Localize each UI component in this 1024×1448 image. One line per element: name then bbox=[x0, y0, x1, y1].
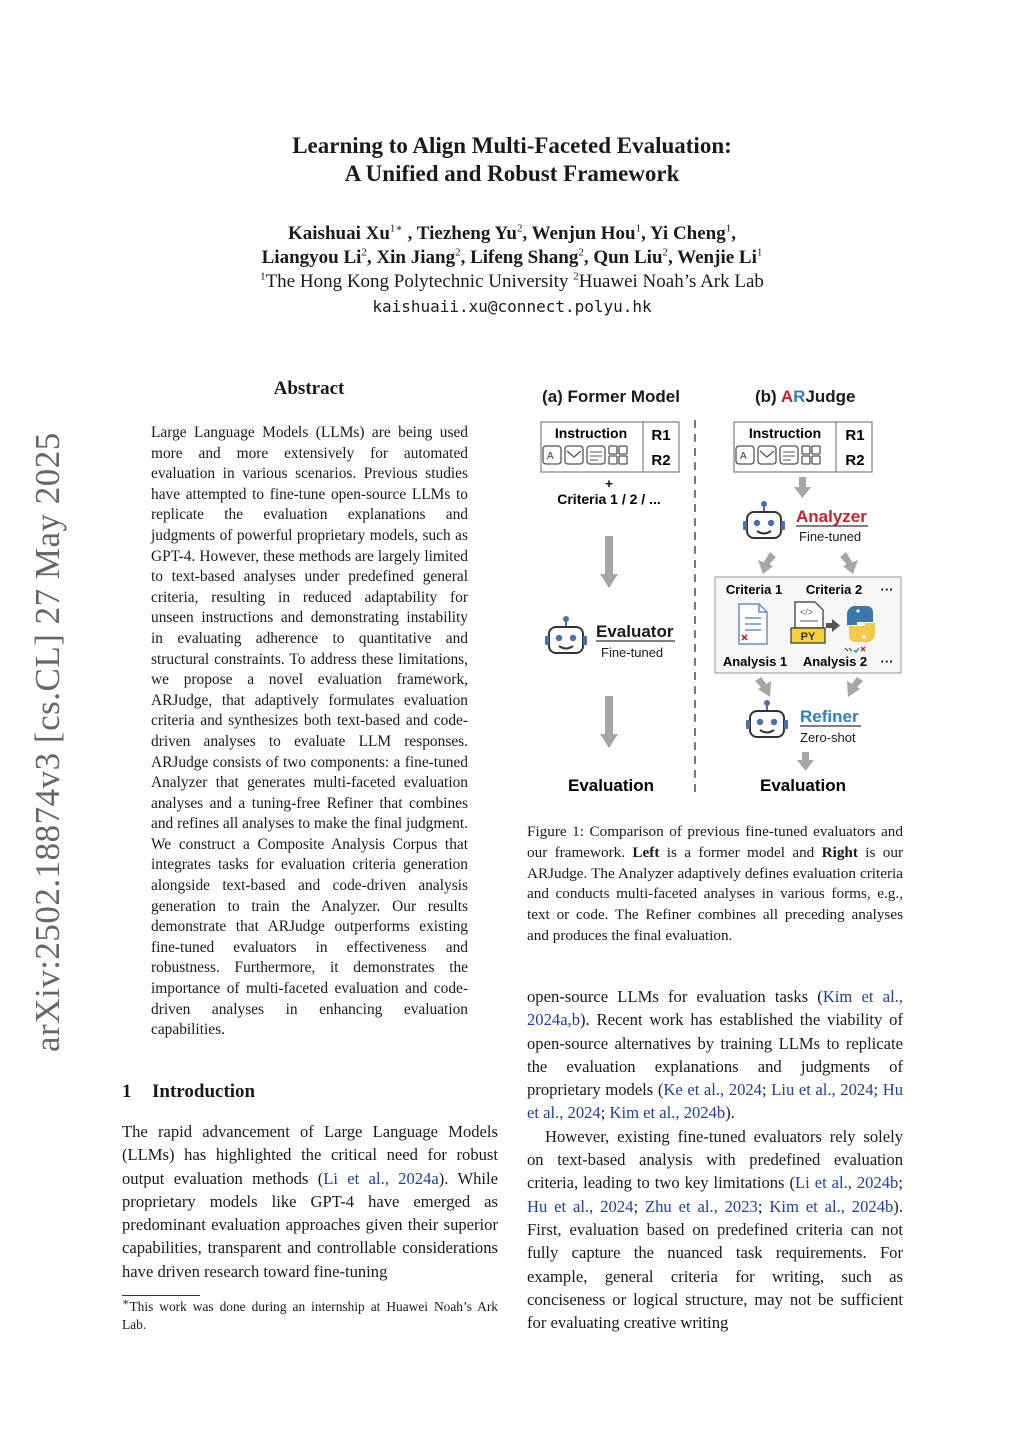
analysis-1-label: Analysis 1 bbox=[722, 654, 788, 669]
criteria-list: Criteria 1 / 2 / ... bbox=[557, 491, 661, 507]
response-1-label: R1 bbox=[845, 427, 865, 444]
author-sup: 1 bbox=[635, 222, 642, 235]
body-text: ; bbox=[873, 1080, 883, 1100]
document-icon bbox=[739, 604, 767, 644]
refiner-label: Refiner bbox=[800, 707, 859, 726]
affil-sup: 1 bbox=[260, 270, 266, 283]
title-line-1: Learning to Align Multi-Faceted Evaluation: bbox=[292, 133, 732, 158]
caption-text: Figure 1: Comparison of previous fine-tuned evaluators and our framework. bbox=[527, 823, 903, 861]
arrow-diagonal-icon bbox=[847, 677, 863, 697]
citation-link[interactable]: Kim et al., 2024b bbox=[769, 1196, 894, 1216]
abstract-text: Large Language Models (LLMs) are being used more and more extensively for automated evaluation in various scenarios. Previous studies have attempted to fine-tune open-source LLMs to replicate the evaluation explanations and judgments of powerful proprietary models, such as GPT-4. However, these methods are largely limited to text-based analyses under predefined general criteria, resulting in reduced adaptability for unseen instructions and demonstrating instability in evaluating adherence to quantitative and structural constraints. To address these limitations, we propose a novel evaluation framework, ARJudge, that adaptively formulates evaluation criteria and synthesizes both text-based and code-driven analyses to evaluate LLM responses. ARJudge consists of two components: a fine-tuned Analyzer that generates multi-faceted evaluation analyses and a tuning-free Refiner that combines and refines all analyses to make the final judgment. We construct a Composite Analysis Corpus that integrates tasks for evaluation criteria generation alongside text-based and code-driven analysis generation to train the Analyzer. Our results demonstrate that ARJudge outperforms existing fine-tuned evaluators in effectiveness and robustness. Furthermore, it demonstrates the importance of multi-faceted evaluation and code-driven analyses in enhancing evaluation capabilities. bbox=[151, 424, 468, 1039]
affiliation-2: Huawei Noah’s Ark Lab bbox=[578, 271, 764, 292]
abstract-body bbox=[151, 423, 468, 1041]
intro-paragraph bbox=[122, 1120, 498, 1283]
evaluation-label-b: Evaluation bbox=[760, 776, 846, 795]
criteria-1-label: Criteria 1 bbox=[725, 582, 783, 597]
author-sup: 1 bbox=[756, 246, 763, 259]
author-name: , bbox=[731, 223, 736, 244]
arrow-diagonal-icon bbox=[840, 552, 858, 574]
citation-link[interactable]: Hu et al., 2024 bbox=[527, 1080, 903, 1123]
title-line-2: A Unified and Robust Framework bbox=[344, 161, 680, 186]
citation-link[interactable]: Zhu et al., 2023 bbox=[644, 1196, 758, 1216]
affiliation-1: The Hong Kong Polytechnic University bbox=[265, 271, 574, 292]
author-sup: 1 bbox=[725, 222, 732, 235]
author-list bbox=[0, 222, 1024, 270]
paragraph bbox=[527, 985, 903, 1125]
author-sup: 2 bbox=[662, 246, 669, 259]
citation-link[interactable]: Li et al., 2024b bbox=[795, 1173, 899, 1193]
citation-link[interactable]: Ke et al., 2024 bbox=[663, 1080, 762, 1100]
citation-link[interactable]: Liu et al., 2024 bbox=[771, 1080, 874, 1100]
author-name: , Lifeng Shang bbox=[460, 247, 579, 268]
body-text: ; bbox=[757, 1196, 770, 1216]
intro-text: The rapid advancement of Large Language Models (LLMs) has highlighted the critical need for robust output evaluation methods ( bbox=[122, 1122, 498, 1188]
arrow-down-icon bbox=[797, 752, 814, 771]
caption-right: Right bbox=[821, 843, 858, 861]
author-email[interactable]: kaishuaii.xu@connect.polyu.hk bbox=[372, 297, 652, 316]
panel-a-title: (a) Former Model bbox=[542, 387, 680, 406]
refiner-zero-shot: Zero-shot bbox=[800, 730, 856, 745]
robot-evaluator-icon bbox=[545, 616, 587, 653]
caption-text: is a former model and bbox=[659, 843, 822, 861]
author-name: , Xin Jiang bbox=[366, 247, 456, 268]
body-text: ; bbox=[898, 1173, 903, 1193]
affil-sup: 2 bbox=[573, 270, 579, 283]
svg-text:</>: </> bbox=[800, 607, 814, 617]
panel-b-input-box bbox=[734, 422, 872, 472]
py-label: PY bbox=[800, 631, 816, 643]
abstract-heading: Abstract bbox=[273, 378, 345, 399]
author-sup: 1∗ bbox=[389, 222, 403, 235]
right-column-text bbox=[527, 985, 903, 1334]
citation-link[interactable]: Kim et al., 2024a,b bbox=[527, 987, 904, 1030]
arxiv-identifier: arXiv:2502.18874v3 [cs.CL] 27 May 2025 bbox=[28, 432, 67, 1052]
criteria-more: ··· bbox=[880, 582, 894, 597]
body-text: ; bbox=[761, 1080, 772, 1100]
author-sup: 2 bbox=[578, 246, 584, 259]
author-name: , Wenjie Li bbox=[668, 247, 757, 268]
arrow-diagonal-icon bbox=[755, 677, 771, 697]
footnote-rule bbox=[122, 1295, 200, 1296]
author-line-2 bbox=[0, 246, 1024, 270]
section-title: Introduction bbox=[152, 1081, 256, 1102]
caption-left: Left bbox=[632, 843, 660, 861]
footnote bbox=[122, 1298, 498, 1334]
body-text: open-source LLMs for evaluation tasks ( bbox=[527, 987, 823, 1006]
citation-link[interactable]: Kim et al., 2024b bbox=[609, 1103, 726, 1123]
citation-link[interactable]: Li et al., 2024a bbox=[323, 1168, 439, 1188]
panel-b-R: R bbox=[793, 387, 806, 406]
analysis-2-label: Analysis 2 bbox=[802, 654, 868, 669]
body-text: ). First, evaluation based on predefined criteria can not fully capture the nuanced task requirements. For example, general criteria for writing, such as conciseness or logical structure, may not be sufficient for evaluating creative writing bbox=[527, 1196, 903, 1333]
author-name: , Yi Cheng bbox=[641, 223, 726, 244]
response-2-label: R2 bbox=[845, 452, 865, 469]
footnote-text: This work was done during an internship at Huawei Noah’s Ark Lab. bbox=[122, 1299, 498, 1332]
response-2-label: R2 bbox=[651, 452, 671, 469]
evaluator-label: Evaluator bbox=[596, 622, 674, 641]
body-text: ). Recent work has established the viability of open-source alternatives by training LLMs to replicate the evaluation explanations and judgments of proprietary models ( bbox=[527, 1010, 903, 1100]
figure-1: A (a) Former Model (b) ARJudge Instruction R1 R2 + Criteria 1 / 2 / ... Evaluator Fine-tuned Evaluation Instruction R1 R2 Analyzer Fine-tuned Criteria 1 Criteria 2 ··· </> PY Analysis 1 Analysis 2 ··· Refiner Zero-shot Evaluation bbox=[527, 380, 903, 800]
analyzer-label: Analyzer bbox=[796, 507, 867, 526]
body-text: ). bbox=[725, 1103, 735, 1123]
panel-a-input-box bbox=[541, 422, 679, 472]
footnote-mark: ∗ bbox=[122, 1296, 130, 1309]
intro-text: ). While proprietary models like GPT-4 have emerged as predominant evaluation approaches given their superior capabilities, transparent and controllable considerations have driven research toward fine-tuning bbox=[122, 1168, 498, 1281]
citation-link[interactable]: Hu et al., 2024 bbox=[527, 1196, 634, 1216]
author-sup: 2 bbox=[361, 246, 367, 259]
evaluator-fine-tuned: Fine-tuned bbox=[601, 645, 664, 660]
arrow-down-icon bbox=[600, 696, 618, 748]
panel-b-A: A bbox=[780, 387, 794, 406]
author-name: , Wenjun Hou bbox=[522, 223, 636, 244]
section-number: 1 bbox=[122, 1081, 132, 1102]
instruction-label: Instruction bbox=[748, 425, 822, 441]
body-text: ; bbox=[633, 1196, 645, 1216]
criteria-2-label: Criteria 2 bbox=[805, 582, 863, 597]
section-heading bbox=[122, 1081, 255, 1103]
author-sup: 2 bbox=[455, 246, 461, 259]
figure-caption bbox=[527, 822, 903, 947]
code-file-icon bbox=[791, 602, 825, 643]
body-text: ; bbox=[600, 1103, 610, 1123]
plus-sign: + bbox=[605, 476, 613, 491]
paragraph bbox=[527, 1125, 903, 1335]
caption-text: is our ARJudge. The Analyzer adaptively defines evaluation criteria and conducts multi-faceted analyses in various forms, e.g., text or code. The Refiner combines all preceding analyses and produces the final evaluation. bbox=[527, 843, 904, 944]
evaluation-label-a: Evaluation bbox=[568, 776, 654, 795]
body-text: However, existing fine-tuned evaluators rely solely on text-based analysis with predefined evaluation criteria, leading to two key limitations ( bbox=[527, 1126, 903, 1193]
robot-analyzer-icon bbox=[743, 501, 785, 538]
affiliations bbox=[0, 270, 1024, 294]
author-sup: 2 bbox=[516, 222, 523, 235]
analyzer-fine-tuned: Fine-tuned bbox=[799, 529, 862, 544]
author-name: , Qun Liu bbox=[583, 247, 663, 268]
author-line-1 bbox=[0, 222, 1024, 246]
instruction-label: Instruction bbox=[554, 425, 628, 441]
author-name: Kaishuai Xu bbox=[288, 223, 390, 244]
analysis-more: ··· bbox=[880, 654, 894, 669]
arrow-diagonal-icon bbox=[758, 552, 776, 574]
response-1-label: R1 bbox=[651, 427, 671, 444]
arrow-down-icon bbox=[794, 477, 811, 498]
panel-b-rest: Judge bbox=[805, 387, 856, 406]
arrow-down-icon bbox=[600, 536, 618, 588]
robot-refiner-icon bbox=[746, 700, 788, 737]
author-name: Liangyou Li bbox=[261, 247, 362, 268]
panel-b-prefix: (b) bbox=[755, 387, 781, 406]
paper-title bbox=[0, 132, 1024, 188]
panel-b-title bbox=[755, 387, 855, 406]
author-name: , Tiezheng Yu bbox=[402, 223, 517, 244]
